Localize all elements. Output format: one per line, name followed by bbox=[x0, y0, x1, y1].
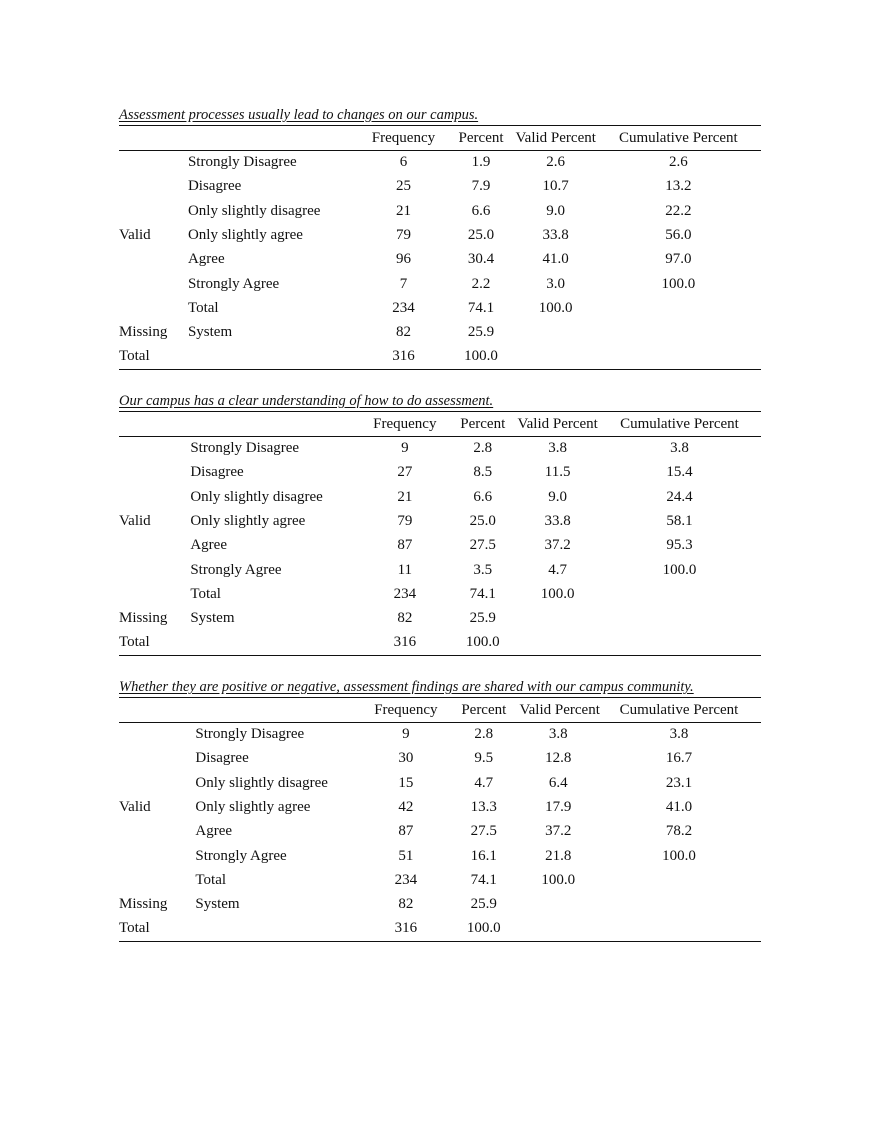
frequency-cell: 316 bbox=[394, 920, 418, 937]
frequency-cell: 79 bbox=[395, 227, 411, 244]
cumulative-percent-cell: 41.0 bbox=[665, 799, 693, 816]
percent-cell: 3.5 bbox=[473, 561, 493, 578]
valid-percent-cell: 41.0 bbox=[542, 251, 569, 268]
frequency-cell: 30 bbox=[398, 750, 414, 767]
cumulative-percent-header: Cumulative Percent bbox=[620, 416, 739, 432]
valid-group-label: Valid bbox=[119, 513, 151, 530]
frequency-cell: 316 bbox=[392, 348, 415, 365]
frequency-header: Frequency bbox=[373, 416, 437, 432]
percent-cell: 2.8 bbox=[474, 726, 494, 743]
cumulative-percent-cell bbox=[597, 917, 761, 941]
table-row bbox=[119, 795, 761, 819]
response-label: Disagree bbox=[187, 178, 242, 195]
valid-percent-cell: 3.8 bbox=[548, 726, 568, 743]
cumulative-percent-cell: 16.7 bbox=[665, 750, 693, 767]
frequency-cell: 15 bbox=[398, 774, 414, 791]
frequency-cell: 21 bbox=[397, 488, 413, 505]
response-label: Agree bbox=[187, 251, 225, 268]
frequency-cell: 21 bbox=[395, 202, 411, 219]
cumulative-percent-cell bbox=[598, 631, 761, 655]
frequency-table-block bbox=[119, 105, 761, 370]
frequency-cell: 82 bbox=[397, 610, 413, 627]
valid-total-row bbox=[119, 296, 761, 320]
table-row bbox=[119, 248, 761, 272]
table-caption: Whether they are positive or negative, assessment findings are shared with our campus community. bbox=[119, 679, 694, 695]
table-row bbox=[119, 272, 761, 296]
cumulative-percent-cell bbox=[598, 607, 761, 631]
cumulative-percent-cell: 3.8 bbox=[669, 726, 689, 743]
table-row bbox=[119, 820, 761, 844]
table-row bbox=[119, 558, 761, 582]
missing-row bbox=[119, 321, 761, 345]
valid-percent-cell: 6.4 bbox=[548, 774, 568, 791]
frequency-cell: 82 bbox=[398, 896, 414, 913]
table-row bbox=[119, 437, 761, 461]
valid-percent-cell bbox=[516, 321, 596, 345]
percent-header: Percent bbox=[461, 702, 507, 718]
response-label: Only slightly disagree bbox=[190, 488, 323, 505]
cumulative-percent-cell: 3.8 bbox=[670, 440, 689, 457]
frequency-cell: 87 bbox=[397, 537, 413, 554]
table-row bbox=[119, 509, 761, 533]
response-label: Total bbox=[195, 871, 227, 888]
valid-total-row bbox=[119, 582, 761, 606]
valid-percent-cell bbox=[517, 631, 598, 655]
percent-cell: 30.4 bbox=[467, 251, 495, 268]
response-label: Only slightly agree bbox=[195, 799, 311, 816]
valid-percent-cell: 9.0 bbox=[548, 488, 568, 505]
percent-cell: 8.5 bbox=[473, 464, 493, 481]
valid-percent-cell: 4.7 bbox=[548, 561, 568, 578]
valid-percent-cell bbox=[519, 917, 596, 941]
percent-cell: 74.1 bbox=[467, 299, 495, 316]
table-row bbox=[119, 175, 761, 199]
valid-percent-cell: 11.5 bbox=[544, 464, 571, 481]
percent-cell: 100.0 bbox=[466, 920, 501, 937]
valid-percent-header: Valid Percent bbox=[519, 702, 600, 718]
cumulative-percent-cell: 22.2 bbox=[665, 202, 692, 219]
total-label: Total bbox=[119, 348, 150, 365]
header-blank bbox=[188, 126, 360, 151]
percent-cell: 16.1 bbox=[470, 847, 497, 864]
cumulative-percent-cell: 78.2 bbox=[665, 823, 693, 840]
cumulative-percent-header: Cumulative Percent bbox=[619, 702, 739, 718]
valid-group-label: Valid bbox=[119, 799, 151, 816]
frequency-table bbox=[119, 697, 761, 942]
percent-cell: 2.8 bbox=[473, 440, 493, 457]
percent-cell: 74.1 bbox=[469, 585, 496, 602]
table-caption: Our campus has a clear understanding of how to do assessment. bbox=[119, 393, 494, 409]
grand-total-row bbox=[119, 917, 761, 941]
cumulative-percent-cell: 100.0 bbox=[662, 561, 697, 578]
percent-cell: 2.2 bbox=[471, 275, 491, 292]
cumulative-percent-cell bbox=[596, 321, 761, 345]
percent-cell: 25.9 bbox=[469, 610, 496, 627]
percent-cell: 100.0 bbox=[465, 634, 500, 651]
header-blank bbox=[119, 412, 190, 437]
frequency-cell: 11 bbox=[397, 561, 413, 578]
percent-cell: 13.3 bbox=[470, 799, 497, 816]
header-row bbox=[119, 126, 761, 151]
response-label: System bbox=[195, 896, 240, 913]
response-label: Disagree bbox=[190, 464, 244, 481]
response-label: Only slightly disagree bbox=[187, 202, 321, 219]
frequency-table-block bbox=[119, 391, 761, 656]
cumulative-percent-cell: 58.1 bbox=[666, 513, 693, 530]
table-row bbox=[119, 534, 761, 558]
missing-group-label: Missing bbox=[119, 610, 168, 627]
frequency-cell: 316 bbox=[393, 634, 417, 651]
percent-cell: 74.1 bbox=[470, 871, 497, 888]
cumulative-percent-cell: 15.4 bbox=[666, 464, 693, 481]
total-label: Total bbox=[119, 920, 150, 937]
valid-percent-cell: 37.2 bbox=[544, 537, 571, 554]
frequency-cell: 234 bbox=[393, 585, 417, 602]
frequency-cell: 234 bbox=[392, 299, 415, 316]
percent-cell: 27.5 bbox=[469, 537, 496, 554]
response-label: Strongly Agree bbox=[190, 561, 282, 578]
frequency-header: Frequency bbox=[371, 130, 436, 146]
cumulative-percent-cell: 97.0 bbox=[665, 251, 692, 268]
response-label: System bbox=[190, 610, 235, 627]
cumulative-percent-cell: 2.6 bbox=[668, 154, 688, 171]
response-label: Strongly Disagree bbox=[187, 154, 297, 171]
response-label: Strongly Agree bbox=[195, 847, 287, 864]
table-row bbox=[119, 723, 761, 747]
valid-percent-header: Valid Percent bbox=[517, 416, 598, 432]
frequency-table bbox=[119, 125, 761, 370]
percent-cell: 25.0 bbox=[467, 227, 495, 244]
valid-percent-cell: 3.0 bbox=[546, 275, 565, 292]
valid-percent-cell: 100.0 bbox=[540, 585, 575, 602]
valid-percent-cell: 10.7 bbox=[542, 178, 569, 195]
percent-cell: 27.5 bbox=[470, 823, 497, 840]
frequency-cell: 6 bbox=[399, 154, 408, 171]
percent-cell: 25.0 bbox=[469, 513, 496, 530]
cumulative-percent-cell: 13.2 bbox=[665, 178, 692, 195]
grand-total-row bbox=[119, 631, 761, 655]
percent-cell: 7.9 bbox=[471, 178, 491, 195]
percent-cell: 25.9 bbox=[470, 896, 497, 913]
valid-total-row bbox=[119, 868, 761, 892]
missing-row bbox=[119, 893, 761, 917]
response-label: Strongly Disagree bbox=[190, 440, 300, 457]
valid-percent-cell: 3.8 bbox=[548, 440, 568, 457]
response-label: Disagree bbox=[195, 750, 249, 767]
percent-header: Percent bbox=[460, 416, 506, 432]
cumulative-percent-cell bbox=[596, 296, 761, 320]
total-label: Total bbox=[119, 634, 150, 651]
valid-percent-header: Valid Percent bbox=[515, 130, 596, 146]
frequency-table bbox=[119, 411, 761, 656]
frequency-cell: 96 bbox=[395, 251, 411, 268]
response-label: Agree bbox=[195, 823, 233, 840]
cumulative-percent-cell bbox=[597, 893, 761, 917]
valid-percent-cell: 37.2 bbox=[545, 823, 572, 840]
header-row bbox=[119, 698, 761, 723]
table-row bbox=[119, 461, 761, 485]
header-blank bbox=[119, 126, 188, 151]
valid-percent-cell: 100.0 bbox=[538, 299, 573, 316]
header-row bbox=[119, 412, 761, 437]
cumulative-percent-cell: 24.4 bbox=[666, 488, 693, 505]
frequency-cell: 42 bbox=[398, 799, 414, 816]
cumulative-percent-cell: 95.3 bbox=[666, 537, 693, 554]
valid-percent-cell: 17.9 bbox=[545, 799, 572, 816]
table-row bbox=[119, 844, 761, 868]
cumulative-percent-cell bbox=[596, 345, 761, 369]
missing-row bbox=[119, 607, 761, 631]
percent-cell: 25.9 bbox=[467, 324, 495, 341]
percent-cell: 9.5 bbox=[474, 750, 494, 767]
cumulative-percent-header: Cumulative Percent bbox=[618, 130, 738, 146]
valid-percent-cell: 33.8 bbox=[542, 227, 569, 244]
table-row bbox=[119, 485, 761, 509]
frequency-cell: 7 bbox=[399, 275, 408, 292]
percent-header: Percent bbox=[458, 130, 504, 146]
response-label: Total bbox=[190, 585, 221, 602]
response-label: System bbox=[187, 324, 233, 341]
cumulative-percent-cell bbox=[598, 582, 761, 606]
table-row bbox=[119, 223, 761, 247]
cumulative-percent-cell: 100.0 bbox=[661, 275, 696, 292]
frequency-cell: 82 bbox=[395, 324, 411, 341]
valid-percent-cell bbox=[516, 345, 596, 369]
frequency-cell: 9 bbox=[402, 726, 410, 743]
cumulative-percent-cell: 100.0 bbox=[662, 847, 696, 864]
percent-cell: 1.9 bbox=[471, 154, 491, 171]
response-label: Strongly Agree bbox=[187, 275, 280, 292]
frequency-cell: 51 bbox=[398, 847, 414, 864]
valid-percent-cell: 12.8 bbox=[545, 750, 572, 767]
frequency-cell: 25 bbox=[395, 178, 411, 195]
valid-percent-cell: 33.8 bbox=[544, 513, 571, 530]
valid-percent-cell: 2.6 bbox=[546, 154, 565, 171]
response-label: Total bbox=[187, 299, 219, 316]
table-row bbox=[119, 199, 761, 223]
percent-cell: 100.0 bbox=[464, 348, 498, 365]
valid-percent-cell: 21.8 bbox=[545, 847, 572, 864]
percent-cell: 4.7 bbox=[474, 774, 494, 791]
grand-total-row bbox=[119, 345, 761, 369]
cumulative-percent-cell: 23.1 bbox=[665, 774, 693, 791]
response-label bbox=[195, 917, 363, 941]
frequency-table-block bbox=[119, 677, 761, 942]
frequency-cell: 9 bbox=[401, 440, 409, 457]
response-label: Only slightly disagree bbox=[195, 774, 328, 791]
percent-cell: 6.6 bbox=[473, 488, 493, 505]
response-label: Strongly Disagree bbox=[195, 726, 305, 743]
response-label bbox=[190, 631, 361, 655]
table-row bbox=[119, 747, 761, 771]
response-label: Only slightly agree bbox=[190, 513, 306, 530]
response-label: Agree bbox=[190, 537, 227, 554]
cumulative-percent-cell: 56.0 bbox=[665, 227, 692, 244]
missing-group-label: Missing bbox=[119, 896, 168, 913]
table-row bbox=[119, 771, 761, 795]
header-blank bbox=[195, 698, 363, 723]
frequency-cell: 234 bbox=[394, 871, 418, 888]
valid-percent-cell: 100.0 bbox=[541, 871, 576, 888]
cumulative-percent-cell bbox=[597, 868, 761, 892]
response-label bbox=[188, 345, 360, 369]
valid-group-label: Valid bbox=[119, 227, 151, 244]
frequency-cell: 87 bbox=[398, 823, 414, 840]
missing-group-label: Missing bbox=[119, 324, 168, 341]
valid-percent-cell bbox=[517, 607, 598, 631]
frequency-cell: 79 bbox=[397, 513, 413, 530]
header-blank bbox=[190, 412, 361, 437]
frequency-cell: 27 bbox=[397, 464, 413, 481]
table-row bbox=[119, 151, 761, 175]
table-caption: Assessment processes usually lead to changes on our campus. bbox=[119, 107, 479, 123]
header-blank bbox=[119, 698, 195, 723]
frequency-header: Frequency bbox=[374, 702, 438, 718]
valid-percent-cell bbox=[519, 893, 596, 917]
percent-cell: 6.6 bbox=[471, 202, 491, 219]
response-label: Only slightly agree bbox=[187, 227, 303, 244]
valid-percent-cell: 9.0 bbox=[546, 202, 565, 219]
